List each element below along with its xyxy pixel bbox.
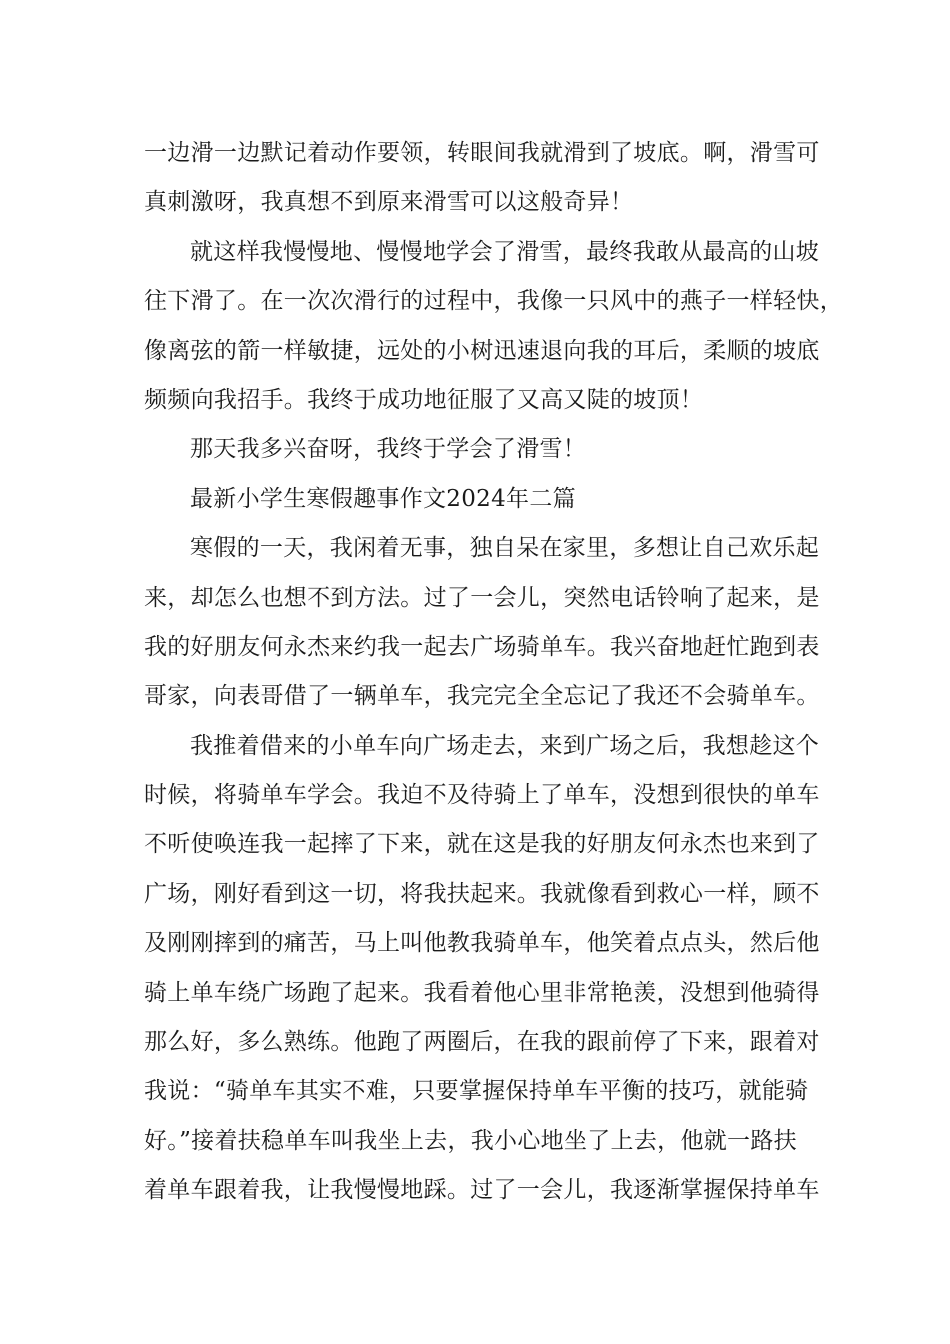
paragraph-start-line: 我推着借来的小单车向广场走去，来到广场之后，我想趁这个 (190, 732, 820, 759)
text-line: 我的好朋友何永杰来约我一起去广场骑单车。我兴奋地赶忙跑到表 (144, 633, 820, 660)
text-line: 那么好，多么熟练。他跑了两圈后，在我的跟前停了下来，跟着对 (144, 1029, 820, 1056)
paragraph-start-line: 那天我多兴奋呀，我终于学会了滑雪！ (190, 436, 587, 463)
text-line: 好。”接着扶稳单车叫我坐上去，我小心地坐了上去，他就一路扶 (144, 1127, 797, 1154)
text-line: 真刺激呀，我真想不到原来滑雪可以这般奇异！ (144, 189, 634, 216)
essay-text (144, 129, 843, 1216)
text-line: 不听使唤连我一起摔了下来，就在这是我的好朋友何永杰也来到了 (144, 831, 820, 858)
text-line: 一边滑一边默记着动作要领，转眼间我就滑到了坡底。啊，滑雪可 (144, 140, 820, 166)
text-line: 骑上单车绕广场跑了起来。我看着他心里非常艳羡，没想到他骑得 (144, 979, 820, 1006)
text-line: 频频向我招手。我终于成功地征服了又高又陡的坡顶！ (144, 386, 704, 413)
paragraph-start-line: 就这样我慢慢地、慢慢地学会了滑雪，最终我敢从最高的山坡 (190, 238, 820, 265)
text-line: 时候，将骑单车学会。我迫不及待骑上了单车，没想到很快的单车 (144, 782, 820, 809)
text-line: 来，却怎么也想不到方法。过了一会儿，突然电话铃响了起来，是 (144, 584, 820, 611)
section-heading: 最新小学生寒假趣事作文2024年二篇 (190, 485, 576, 512)
text-line: 着单车跟着我，让我慢慢地踩。过了一会儿，我逐渐掌握保持单车 (144, 1177, 820, 1204)
text-line: 像离弦的箭一样敏捷，远处的小树迅速退向我的耳后，柔顺的坡底 (144, 337, 820, 364)
paragraph-start-line: 寒假的一天，我闲着无事，独自呆在家里，多想让自己欢乐起 (190, 535, 820, 562)
text-line: 往下滑了。在一次次滑行的过程中，我像一只风中的燕子一样轻快， (144, 288, 843, 315)
text-line: 哥家，向表哥借了一辆单车，我完完全全忘记了我还不会骑单车。 (144, 683, 820, 710)
text-line: 广场，刚好看到这一切，将我扶起来。我就像看到救心一样，顾不 (144, 880, 820, 907)
text-line: 及刚刚摔到的痛苦，马上叫他教我骑单车，他笑着点点头，然后他 (144, 930, 820, 957)
text-line: 我说：“骑单车其实不难，只要掌握保持单车平衡的技巧，就能骑 (144, 1078, 809, 1105)
